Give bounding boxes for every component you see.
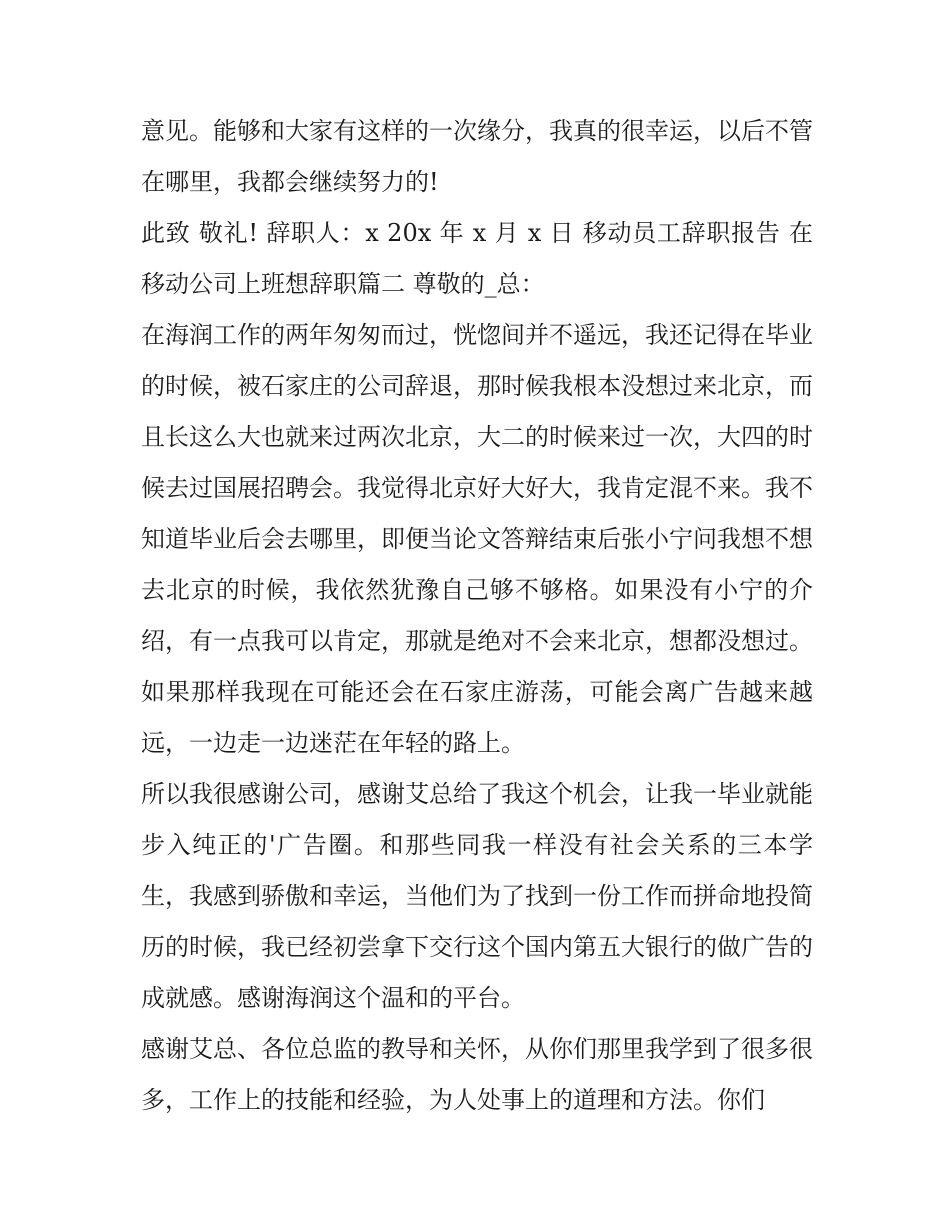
- document-body: [141, 106, 813, 1126]
- paragraph-gratitude-company: 所以我很感谢公司，感谢艾总给了我这个机会，让我一毕业就能步入纯正的'广告圈。和那些同我一样没有社会关系的三本学生，我感到骄傲和幸运，当他们为了找到一份工作而拼命地投简历的时候，我已经初尝拿下交行这个国内第五大银行的做广告的成就感。感谢海润这个温和的平台。: [141, 780, 813, 1012]
- paragraph-gratitude-leaders: 感谢艾总、各位总监的教导和关怀，从你们那里我学到了很多很多，工作上的技能和经验，为人处事上的道理和方法。你们: [141, 1035, 813, 1114]
- paragraph-work-history: 在海润工作的两年匆匆而过，恍惚间并不遥远，我还记得在毕业的时候，被石家庄的公司辞退，那时候我根本没想过来北京，而且长这么大也就来过两次北京，大二的时候来过一次，大四的时候去过国展招聘会。我觉得北京好大好大，我肯定混不来。我不知道毕业后会去哪里，即便当论文答辩结束后张小宁问我想不想去北京的时候，我依然犹豫自己够不够格。如果没有小宁的介绍，有一点我可以肯定，那就是绝对不会来北京，想都没想过。如果那样我现在可能还会在石家庄游荡，可能会离广告越来越远，一边走一边迷茫在年轻的路上。: [141, 321, 813, 757]
- paragraph-signature-and-heading: 此致 敬礼! 辞职人：x 20x 年 x 月 x 日 移动员工辞职报告 在移动公司上班想辞职篇二 尊敬的_总：: [141, 219, 813, 298]
- paragraph-closing-remark: 意见。能够和大家有这样的一次缘分，我真的很幸运，以后不管在哪里，我都会继续努力的!: [141, 117, 813, 196]
